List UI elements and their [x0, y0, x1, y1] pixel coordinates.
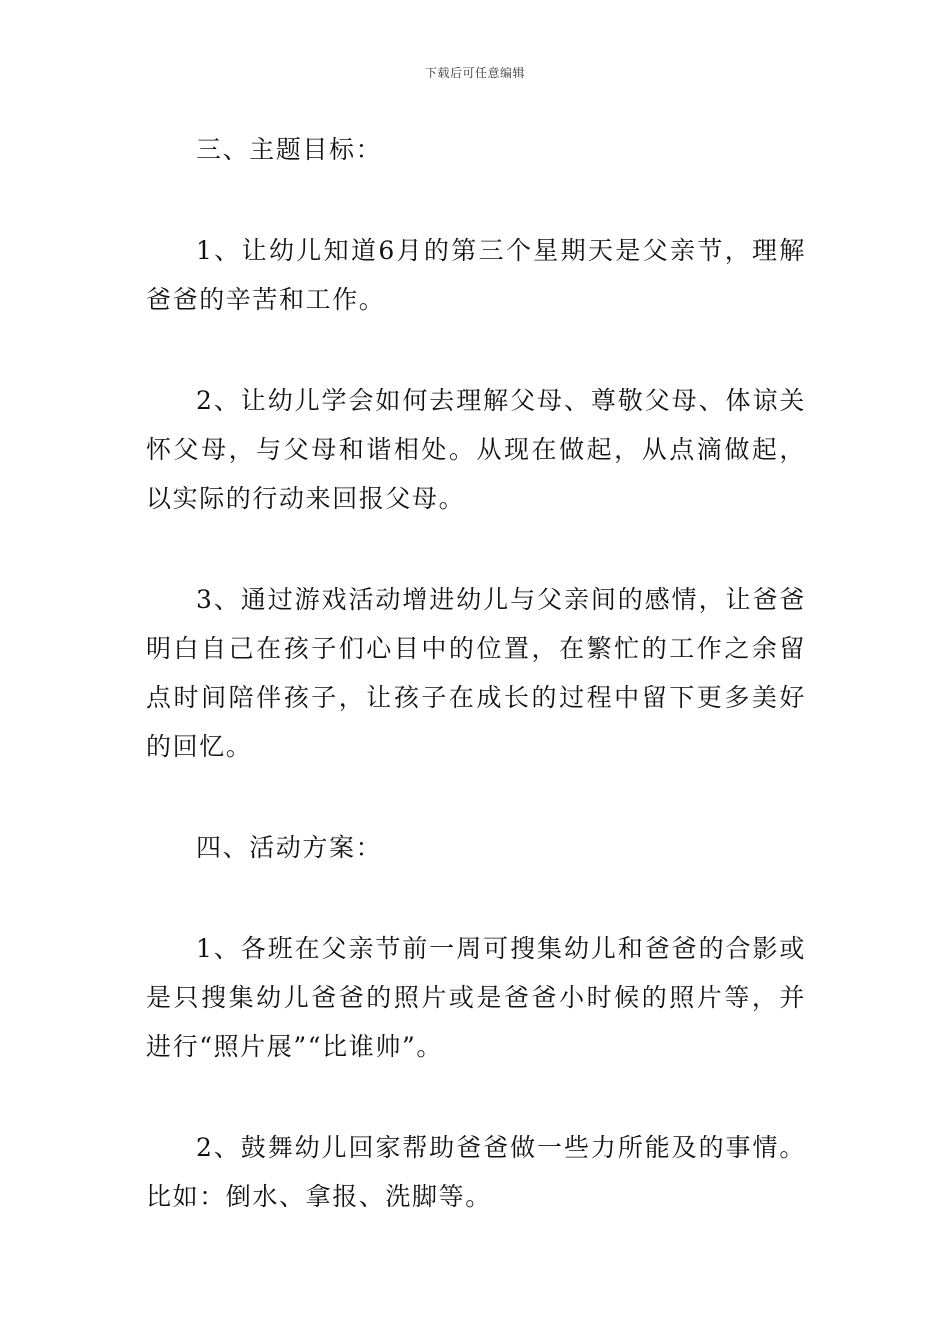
plan-item-1: 1、各班在父亲节前一周可搜集幼儿和爸爸的合影或是只搜集幼儿爸爸的照片或是爸爸小时候的照片等，并进行“照片展”“比谁帅”。 — [146, 934, 806, 1061]
section-heading-goals: 三、主题目标： — [196, 135, 383, 164]
section-heading-plan: 四、活动方案： — [196, 833, 383, 862]
goal-item-1: 1、让幼儿知道6月的第三个星期天是父亲节，理解爸爸的辛苦和工作。 — [146, 236, 806, 314]
plan-item-2: 2、鼓舞幼儿回家帮助爸爸做一些力所能及的事情。比如：倒水、拿报、洗脚等。 — [146, 1133, 806, 1211]
goal-item-3: 3、通过游戏活动增进幼儿与父亲间的感情，让爸爸明白自己在孩子们心目中的位置，在繁忙的工作之余留点时间陪伴孩子，让孩子在成长的过程中留下更多美好的回忆。 — [146, 585, 806, 761]
goal-item-2: 2、让幼儿学会如何去理解父母、尊敬父母、体谅关怀父母，与父母和谐相处。从现在做起，从点滴做起，以实际的行动来回报父母。 — [146, 386, 806, 513]
document-body — [146, 125, 806, 1221]
header-note: 下载后可任意编辑 — [424, 66, 525, 80]
